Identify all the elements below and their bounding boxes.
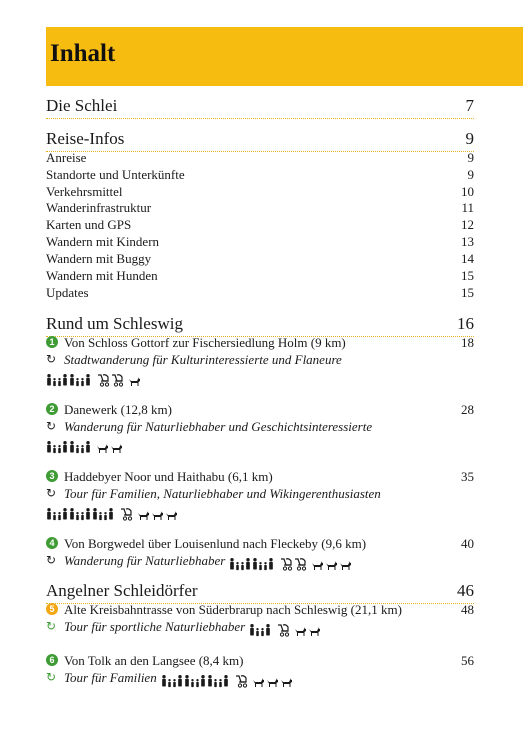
section-page: 7 <box>465 96 474 115</box>
buggy-icon <box>119 507 133 521</box>
entry-page: 9 <box>467 167 474 182</box>
dog-icon <box>280 674 293 688</box>
family-icon <box>161 674 183 688</box>
dog-icon <box>339 557 352 571</box>
toc-entry[interactable] <box>46 167 474 184</box>
tour-description <box>46 352 474 369</box>
tour-title: Von Tolk an den Langsee (8,4 km) <box>64 653 244 668</box>
buggy-icon <box>96 373 110 387</box>
entry-title: Wanderinfrastruktur <box>46 200 152 215</box>
entry-page: 12 <box>461 217 474 232</box>
tour-icons <box>46 503 179 517</box>
tour-entry-1[interactable] <box>46 335 474 352</box>
tour-title: Danewerk (12,8 km) <box>64 402 172 417</box>
tour-title: Alte Kreisbahntrasse von Süderbrarup nach Schleswig (21,1 km) <box>64 602 402 617</box>
section-page: 46 <box>457 581 474 600</box>
entry-title: Verkehrsmittel <box>46 184 123 199</box>
section-title: Die Schlei <box>46 96 118 115</box>
entry-title: Wandern mit Hunden <box>46 268 158 283</box>
dog-icon <box>151 507 164 521</box>
tour-description-text: Tour für Familien <box>64 670 157 685</box>
tour-number-badge: 1 <box>46 336 58 348</box>
tour-page: 28 <box>461 402 474 417</box>
tour-number-badge: 3 <box>46 470 58 482</box>
family-icon <box>46 440 68 454</box>
loop-icon: ↻ <box>46 553 57 567</box>
dog-icon <box>96 440 109 454</box>
tour-description-text: Wanderung für Naturliebhaber <box>64 553 226 568</box>
dog-icon <box>311 557 324 571</box>
tour-number-badge: 6 <box>46 654 58 666</box>
tour-description <box>46 486 474 503</box>
toc-entry[interactable] <box>46 184 474 201</box>
tour-entry-2[interactable] <box>46 402 474 419</box>
section-page: 9 <box>465 129 474 148</box>
section-page: 16 <box>457 314 474 333</box>
dog-icon <box>308 623 321 637</box>
buggy-icon <box>276 623 290 637</box>
tour-description <box>46 419 474 436</box>
tour-title: Von Borgwedel über Louisenlund nach Fleckeby (9,6 km) <box>64 536 367 551</box>
family-icon <box>69 440 91 454</box>
loop-icon: ↻ <box>46 619 57 633</box>
loop-icon: ↻ <box>46 419 57 433</box>
tour-entry-6[interactable] <box>46 653 474 670</box>
family-icon <box>252 557 274 571</box>
dog-icon <box>110 440 123 454</box>
family-icon <box>69 373 91 387</box>
family-icon <box>184 674 206 688</box>
entry-page: 14 <box>461 251 474 266</box>
toc-entry[interactable] <box>46 217 474 234</box>
tour-icons <box>229 555 353 569</box>
entry-title: Wandern mit Kindern <box>46 234 160 249</box>
tour-description-text: Wanderung für Naturliebhaber und Geschichtsinteressierte <box>64 419 373 434</box>
entry-page: 15 <box>461 268 474 283</box>
entry-title: Standorte und Unterkünfte <box>46 167 185 182</box>
tour-title: Haddebyer Noor und Haithabu (6,1 km) <box>64 469 273 484</box>
section-title: Angelner Schleidörfer <box>46 581 198 600</box>
family-icon <box>46 507 68 521</box>
entry-page: 15 <box>461 285 474 300</box>
tour-icons <box>161 672 294 686</box>
section-die-schlei[interactable] <box>46 96 474 119</box>
tour-entry-5[interactable] <box>46 602 474 619</box>
tour-page: 48 <box>461 602 474 617</box>
section-title: Rund um Schleswig <box>46 314 183 333</box>
header-bar <box>46 27 523 86</box>
buggy-icon <box>234 674 248 688</box>
section-reise-infos[interactable] <box>46 129 474 152</box>
entry-title: Anreise <box>46 150 87 165</box>
toc-entry[interactable] <box>46 150 474 167</box>
tour-number-badge: 4 <box>46 537 58 549</box>
tour-title: Von Schloss Gottorf zur Fischersiedlung Holm (9 km) <box>64 335 346 350</box>
dog-icon <box>252 674 265 688</box>
tour-description <box>46 670 474 687</box>
tour-entry-3[interactable] <box>46 469 474 486</box>
tour-page: 18 <box>461 335 474 350</box>
toc-entry[interactable] <box>46 251 474 268</box>
dog-icon <box>128 373 141 387</box>
tour-description <box>46 553 474 570</box>
entry-title: Wandern mit Buggy <box>46 251 152 266</box>
toc-entry[interactable] <box>46 285 474 302</box>
section-title: Reise-Infos <box>46 129 125 148</box>
toc-entry[interactable] <box>46 268 474 285</box>
loop-icon: ↻ <box>46 670 57 684</box>
dog-icon <box>325 557 338 571</box>
entry-page: 11 <box>461 200 474 215</box>
toc-entry[interactable] <box>46 234 474 251</box>
family-icon <box>207 674 229 688</box>
tour-description <box>46 619 474 636</box>
entry-title: Updates <box>46 285 89 300</box>
entry-page: 9 <box>467 150 474 165</box>
tour-description-text: Stadtwanderung für Kulturinteressierte und Flaneure <box>64 352 342 367</box>
buggy-icon <box>110 373 124 387</box>
section-angelner-schleidoerfer[interactable] <box>46 581 474 604</box>
entry-page: 10 <box>461 184 474 199</box>
family-icon <box>69 507 91 521</box>
tour-entry-4[interactable] <box>46 536 474 553</box>
buggy-icon <box>279 557 293 571</box>
entry-title: Karten und GPS <box>46 217 132 232</box>
dog-icon <box>137 507 150 521</box>
tour-description-text: Tour für Familien, Naturliebhaber und Wikingerenthusiasten <box>64 486 381 501</box>
loop-icon: ↻ <box>46 486 57 500</box>
dog-icon <box>294 623 307 637</box>
dog-icon <box>165 507 178 521</box>
loop-icon: ↻ <box>46 352 57 366</box>
family-icon <box>92 507 114 521</box>
family-icon <box>46 373 68 387</box>
tour-icons <box>46 369 142 383</box>
tour-icons <box>249 621 322 635</box>
tour-icons <box>46 436 124 450</box>
tour-page: 40 <box>461 536 474 551</box>
tour-number-badge: 5 <box>46 603 58 615</box>
tour-page: 56 <box>461 653 474 668</box>
buggy-icon <box>293 557 307 571</box>
tour-description-text: Tour für sportliche Naturliebhaber <box>64 619 246 634</box>
dog-icon <box>266 674 279 688</box>
page-title: Inhalt <box>50 40 116 67</box>
family-icon <box>249 623 271 637</box>
tour-page: 35 <box>461 469 474 484</box>
family-icon <box>229 557 251 571</box>
toc-entry[interactable] <box>46 200 474 217</box>
entry-page: 13 <box>461 234 474 249</box>
tour-number-badge: 2 <box>46 403 58 415</box>
section-rund-um-schleswig[interactable] <box>46 314 474 337</box>
